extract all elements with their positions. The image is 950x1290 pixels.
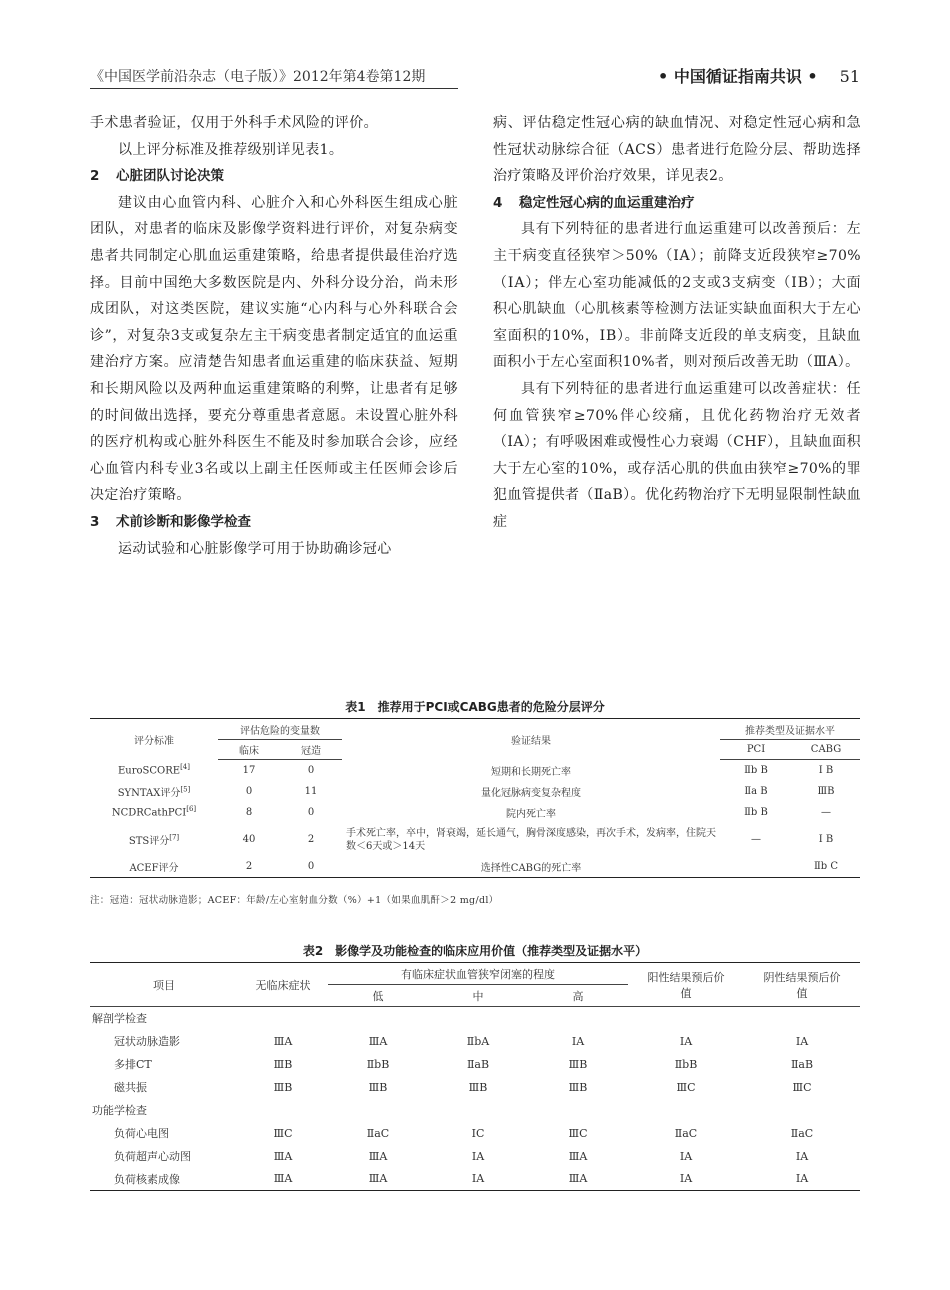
angio-count: 0	[307, 806, 315, 818]
asymptomatic-level: ⅢA	[273, 1034, 293, 1048]
positive-level: ⅠA	[679, 1149, 693, 1163]
right-column	[493, 110, 861, 536]
col-header: 评分标准	[90, 719, 218, 760]
section-label: • 中国循证指南共识 •	[658, 67, 818, 86]
section-number: 4	[493, 194, 503, 211]
negative-level: ⅢC	[792, 1080, 812, 1094]
paragraph: 具有下列特征的患者进行血运重建可以改善预后：左主干病变直径狭窄＞50%（ⅠA）；前降支近段狭窄≥70%（ⅠA）；伴左心室功能减低的2支或3支病变（ⅠB）；大面积心肌缺血（心肌核素等检测方法证实缺血面积大于左心室面积的10%，ⅠB）。非前降支近段的单支病变，且缺血面积小于左心室面积10%者，则对预后改善无助（ⅢA）。	[493, 221, 861, 371]
score-name	[90, 781, 218, 802]
high-level: ⅢA	[528, 1168, 628, 1191]
table1-body	[90, 760, 860, 878]
pci-level: Ⅱa B	[744, 785, 768, 797]
section-title: 稳定性冠心病的血运重建治疗	[519, 194, 695, 211]
table-row	[90, 1122, 860, 1145]
section-heading	[493, 190, 861, 217]
table-row	[90, 760, 860, 781]
cabg-level: Ⅰ B	[818, 834, 834, 845]
section-title: 术前诊断和影像学检查	[116, 513, 251, 530]
score-name	[90, 760, 218, 781]
negative-level: ⅠA	[795, 1034, 809, 1048]
table1-caption	[90, 698, 860, 715]
exam-name: 多排CT	[114, 1058, 152, 1071]
pci-level: —	[751, 834, 761, 845]
negative-level: ⅡaC	[790, 1126, 814, 1140]
group-row	[90, 1099, 860, 1122]
col-header: 阴性结果预后价值	[744, 963, 860, 1007]
section-heading	[90, 509, 458, 536]
asymptomatic-level: ⅢA	[273, 1149, 293, 1163]
table-row	[90, 1168, 860, 1191]
clinical-count: 17	[242, 764, 256, 776]
paragraph: 病、评估稳定性冠心病的缺血情况、对稳定性冠心病和急性冠状动脉综合征（ACS）患者进行危险分层、帮助选择治疗策略及评价治疗效果，详见表2。	[493, 115, 861, 185]
col-header: 无临床症状	[238, 963, 328, 1007]
paragraph: 具有下列特征的患者进行血运重建可以改善症状：任何血管狭窄≥70%伴心绞痛，且优化药物治疗无效者（ⅠA）；有呼吸困难或慢性心力衰竭（CHF），且缺血面积大于左心室的10%，或存活心肌的供血由狭窄≥70%的罪犯血管提供者（ⅡaB）。优化药物治疗下无明显限制性缺血症	[493, 380, 861, 530]
left-column	[90, 110, 458, 562]
score-label: NCDRCathPCI	[111, 807, 187, 819]
col-header: 临床	[218, 740, 280, 760]
group-label: 功能学检查	[92, 1104, 147, 1117]
section-title	[658, 64, 860, 87]
low-level: ⅡbB	[366, 1057, 390, 1071]
angio-count: 0	[307, 764, 315, 776]
positive-level: ⅢC	[676, 1080, 696, 1094]
angio-count: 11	[304, 785, 318, 797]
running-header	[90, 62, 860, 92]
clinical-count: 40	[242, 834, 256, 845]
table2-caption	[90, 942, 860, 959]
mid-level: ⅠA	[428, 1168, 528, 1191]
score-name	[90, 802, 218, 823]
high-level: ⅢC	[568, 1126, 588, 1140]
col-header: 有临床症状血管狭窄闭塞的程度	[328, 963, 628, 985]
table1-label: 表1	[345, 700, 366, 714]
positive-level: ⅡbB	[674, 1057, 698, 1071]
high-level: ⅢA	[568, 1149, 588, 1163]
validation-result: 量化冠脉病变复杂程度	[481, 787, 581, 799]
pci-level: Ⅱb B	[744, 764, 768, 776]
exam-name: 磁共振	[114, 1081, 147, 1094]
mid-level: ⅢB	[468, 1080, 488, 1094]
reference: [5]	[180, 785, 191, 794]
score-label: ACEF评分	[129, 863, 179, 875]
positive-level: ⅡaC	[674, 1126, 698, 1140]
mid-level: ⅠC	[471, 1126, 485, 1140]
paragraph: 手术患者验证，仅用于外科手术风险的评价。	[90, 115, 378, 131]
table-row	[90, 1053, 860, 1076]
cabg-level: Ⅱb C	[792, 857, 860, 878]
section-title: 心脏团队讨论决策	[116, 168, 224, 185]
angio-count: 2	[307, 834, 315, 845]
table1-title: 推荐用于PCI或CABG患者的危险分层评分	[377, 700, 605, 714]
positive-level: ⅠA	[679, 1034, 693, 1048]
negative-level: ⅠA	[744, 1168, 860, 1191]
cabg-level: Ⅰ B	[818, 764, 834, 776]
table-row	[90, 1030, 860, 1053]
exam-name: 冠状动脉造影	[114, 1035, 180, 1048]
score-name	[90, 857, 218, 878]
high-level: ⅢB	[568, 1080, 588, 1094]
section-heading	[90, 163, 458, 190]
pci-level	[720, 857, 792, 878]
section-number: 2	[90, 168, 100, 185]
col-header: CABG	[792, 740, 860, 760]
col-header: 冠造	[280, 740, 342, 760]
low-level: ⅢA	[328, 1168, 428, 1191]
col-header: 验证结果	[342, 719, 720, 760]
asymptomatic-level: ⅢB	[273, 1080, 293, 1094]
mid-level: ⅡaB	[466, 1057, 490, 1071]
asymptomatic-level: ⅢA	[238, 1168, 328, 1191]
angio-count: 0	[280, 857, 342, 878]
negative-level: ⅠA	[795, 1149, 809, 1163]
validation-result: 手术死亡率，卒中，肾衰竭，延长通气，胸骨深度感染，再次手术，发病率，住院天数＜6天或＞14天	[346, 827, 716, 852]
mid-level: ⅠA	[471, 1149, 485, 1163]
col-header: 中	[428, 985, 528, 1007]
table2-body	[90, 1007, 860, 1191]
reference: [6]	[186, 805, 197, 814]
group-label: 解剖学检查	[92, 1012, 147, 1026]
table-row	[90, 857, 860, 878]
table-row	[90, 1076, 860, 1099]
table2	[90, 962, 860, 1191]
high-level: ⅠA	[571, 1034, 585, 1048]
col-header: 阳性结果预后价值	[628, 963, 744, 1007]
table1-note: 注：冠造：冠状动脉造影；ACEF：年龄/左心室射血分数（%）+1（如果血肌酐＞2 mg/dl）	[90, 895, 499, 906]
score-name	[90, 823, 218, 857]
exam-name: 负荷超声心动图	[114, 1150, 191, 1163]
validation-result: 选择性CABG的死亡率	[342, 857, 720, 878]
clinical-count: 0	[245, 785, 253, 797]
score-label: SYNTAX评分	[117, 787, 181, 799]
paragraph: 建议由心血管内科、心脏介入和心外科医生组成心脏团队，对患者的临床及影像学资料进行评价，对复杂病变患者共同制定心肌血运重建策略，给患者提供最佳治疗选择。目前中国绝大多数医院是内、外科分设分治，尚未形成团队，对这类医院，建议实施“心内科与心外科联合会诊”，对复杂3支或复杂左主干病变患者制定适宜的血运重建治疗方案。应清楚告知患者血运重建的临床获益、短期和长期风险以及两种血运重建策略的利弊，让患者有足够的时间做出选择，要充分尊重患者意愿。未设置心脏外科的医疗机构或心脏外科医生不能及时参加联合会诊，应经心血管内科专业3名或以上副主任医师或主任医师会诊后决定治疗策略。	[90, 194, 458, 504]
col-header: 高	[528, 985, 628, 1007]
page-number: 51	[839, 67, 860, 86]
cabg-level: —	[821, 806, 831, 818]
table-row	[90, 781, 860, 802]
section-number: 3	[90, 513, 100, 530]
table-row	[90, 802, 860, 823]
asymptomatic-level: ⅢB	[273, 1057, 293, 1071]
paragraph: 以上评分标准及推荐级别详见表1。	[118, 141, 344, 158]
high-level: ⅢB	[568, 1057, 588, 1071]
exam-name: 负荷心电图	[114, 1127, 169, 1140]
negative-level: ⅡaB	[790, 1057, 814, 1071]
reference: [4]	[180, 763, 190, 772]
table-row	[90, 1145, 860, 1168]
journal-title: 《中国医学前沿杂志（电子版）》2012年第4卷第12期	[90, 69, 426, 85]
table1	[90, 718, 860, 878]
score-label: EuroSCORE	[118, 765, 181, 777]
pci-level: Ⅱb B	[744, 806, 768, 818]
col-header: 推荐类型及证据水平	[720, 719, 860, 740]
reference: [7]	[169, 833, 180, 842]
validation-result: 院内死亡率	[506, 808, 556, 820]
col-header: 项目	[90, 963, 238, 1007]
table-row	[90, 823, 860, 857]
col-header: 低	[328, 985, 428, 1007]
cabg-level: ⅢB	[817, 785, 835, 797]
positive-level: ⅠA	[628, 1168, 744, 1191]
mid-level: ⅡbA	[466, 1034, 490, 1048]
table2-label: 表2	[302, 944, 324, 958]
low-level: ⅢA	[368, 1034, 388, 1048]
table2-title: 影像学及功能检查的临床应用价值（推荐类型及证据水平）	[335, 944, 648, 958]
group-row	[90, 1007, 860, 1030]
validation-result: 短期和长期死亡率	[491, 766, 571, 778]
clinical-count: 8	[245, 806, 253, 818]
exam-name: 负荷核素成像	[90, 1168, 238, 1191]
score-label: STS评分	[128, 836, 170, 847]
low-level: ⅢA	[368, 1149, 388, 1163]
col-header: 评估危险的变量数	[218, 719, 342, 740]
clinical-count: 2	[218, 857, 280, 878]
asymptomatic-level: ⅢC	[273, 1126, 293, 1140]
paragraph: 运动试验和心脏影像学可用于协助确诊冠心	[118, 540, 392, 557]
col-header: PCI	[720, 740, 792, 760]
low-level: ⅢB	[368, 1080, 388, 1094]
low-level: ⅡaC	[366, 1126, 390, 1140]
header-rule	[90, 88, 458, 89]
